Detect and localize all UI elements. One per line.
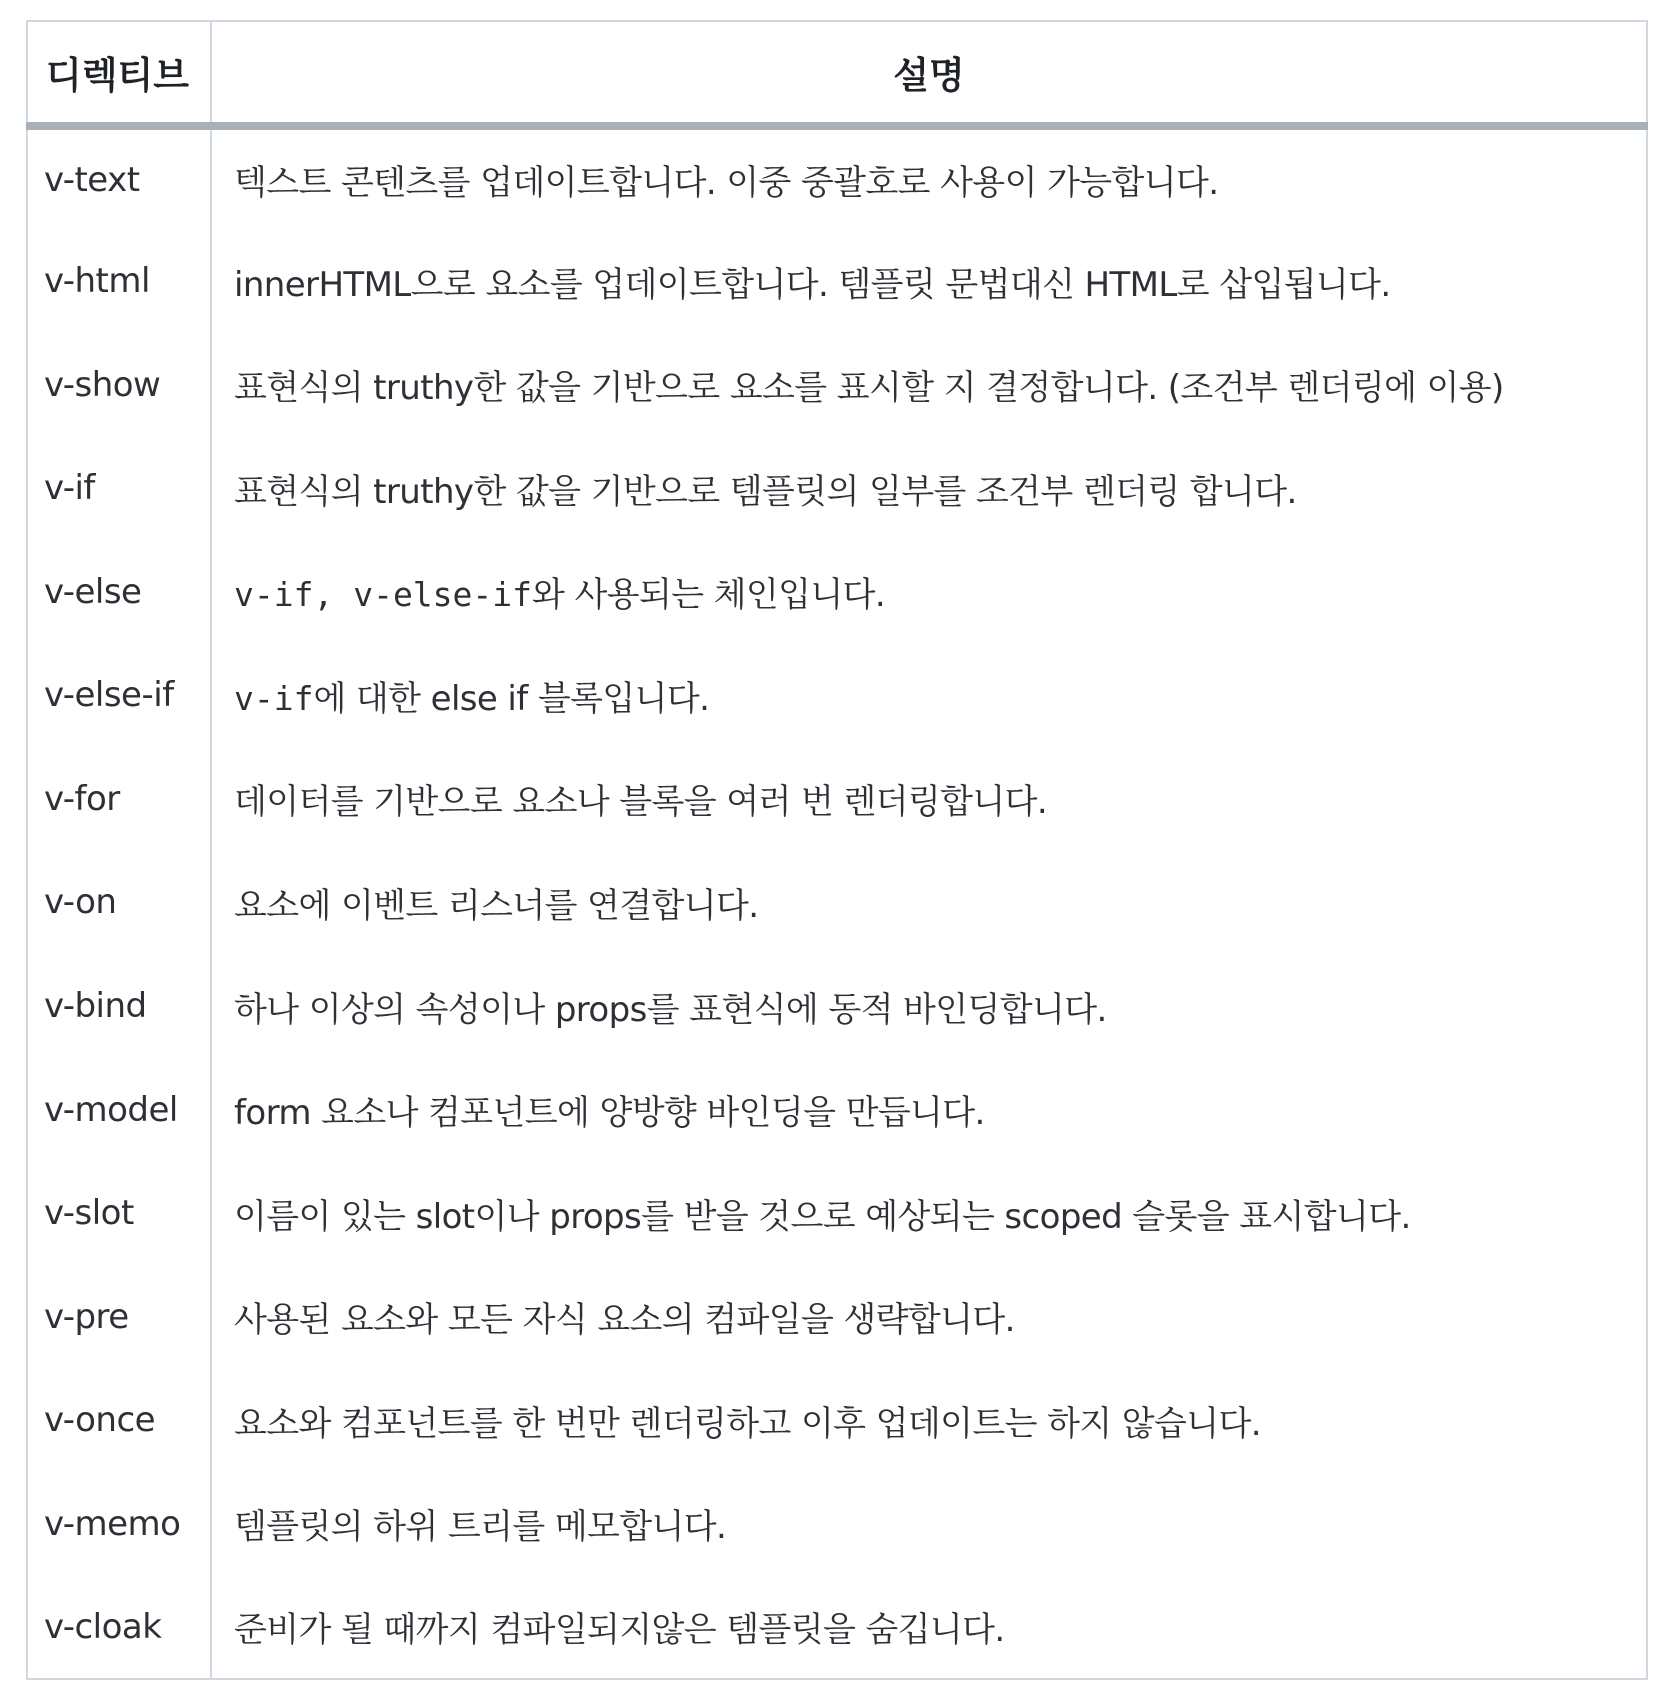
description-text: 데이터를 기반으로 요소나 블록을 여러 번 렌더링합니다. [234, 782, 1048, 823]
directive-cell: v-else [27, 540, 211, 644]
directive-cell: v-memo [27, 1472, 211, 1576]
description-text: 이름이 있는 slot이나 props를 받을 것으로 예상되는 scoped 슬롯을 표시합니다. [234, 1196, 1411, 1237]
header-row [27, 21, 1647, 126]
description-cell [211, 333, 1647, 437]
directive-cell: v-pre [27, 1265, 211, 1369]
description-text: 템플릿의 하위 트리를 메모합니다. [234, 1507, 727, 1548]
directive-cell: v-cloak [27, 1575, 211, 1679]
table-body [27, 126, 1647, 1679]
description-cell [211, 230, 1647, 334]
table-row [27, 644, 1647, 748]
directive-cell: v-model [27, 1058, 211, 1162]
table-row [27, 1265, 1647, 1369]
header-directive: 디렉티브 [27, 21, 211, 126]
table-row [27, 1058, 1647, 1162]
description-text: 표현식의 truthy한 값을 기반으로 템플릿의 일부를 조건부 렌더링 합니다. [234, 471, 1297, 512]
description-cell [211, 1265, 1647, 1369]
description-text: 요소에 이벤트 리스너를 연결합니다. [234, 885, 759, 926]
directive-cell: v-once [27, 1368, 211, 1472]
directive-cell: v-show [27, 333, 211, 437]
table-row [27, 851, 1647, 955]
description-text: 에 대한 else if 블록입니다. [313, 678, 710, 719]
description-text: 표현식의 truthy한 값을 기반으로 요소를 표시할 지 결정합니다. (조건부 렌더링에 이용) [234, 368, 1504, 409]
table-row [27, 1575, 1647, 1679]
description-text: innerHTML으로 요소를 업데이트합니다. 템플릿 문법대신 HTML로 삽입됩니다. [234, 264, 1391, 305]
inline-code: v-if [234, 678, 314, 718]
table-row [27, 230, 1647, 334]
description-cell [211, 1472, 1647, 1576]
directive-cell: v-slot [27, 1161, 211, 1265]
table-row [27, 437, 1647, 541]
directives-table-container [26, 20, 1648, 1680]
description-cell [211, 747, 1647, 851]
table-row [27, 333, 1647, 437]
description-text: 사용된 요소와 모든 자식 요소의 컴파일을 생략합니다. [234, 1300, 1015, 1341]
directive-cell: v-if [27, 437, 211, 541]
description-cell [211, 1161, 1647, 1265]
table-row [27, 1161, 1647, 1265]
table-row [27, 126, 1647, 230]
description-cell [211, 1575, 1647, 1679]
description-text: 준비가 될 때까지 컴파일되지않은 템플릿을 숨깁니다. [234, 1610, 1005, 1651]
directive-cell: v-for [27, 747, 211, 851]
description-cell [211, 851, 1647, 955]
description-cell [211, 540, 1647, 644]
description-cell [211, 437, 1647, 541]
description-text: 요소와 컴포넌트를 한 번만 렌더링하고 이후 업데이트는 하지 않습니다. [234, 1403, 1261, 1444]
table-row [27, 1368, 1647, 1472]
directive-cell: v-else-if [27, 644, 211, 748]
description-cell [211, 1058, 1647, 1162]
description-cell [211, 644, 1647, 748]
description-text: 텍스트 콘텐츠를 업데이트합니다. 이중 중괄호로 사용이 가능합니다. [234, 163, 1219, 204]
table-header [27, 21, 1647, 126]
directive-cell: v-text [27, 126, 211, 230]
directive-cell: v-html [27, 230, 211, 334]
directives-table [26, 20, 1648, 1680]
description-cell [211, 126, 1647, 230]
table-row [27, 954, 1647, 1058]
directive-cell: v-bind [27, 954, 211, 1058]
inline-code: v-if, v-else-if [234, 575, 533, 615]
table-row [27, 747, 1647, 851]
description-text: 하나 이상의 속성이나 props를 표현식에 동적 바인딩합니다. [234, 989, 1107, 1030]
table-row [27, 540, 1647, 644]
description-cell [211, 954, 1647, 1058]
directive-cell: v-on [27, 851, 211, 955]
description-cell [211, 1368, 1647, 1472]
description-text: form 요소나 컴포넌트에 양방향 바인딩을 만듭니다. [234, 1093, 985, 1134]
header-description: 설명 [211, 21, 1647, 126]
description-text: 와 사용되는 체인입니다. [532, 575, 886, 616]
table-row [27, 1472, 1647, 1576]
